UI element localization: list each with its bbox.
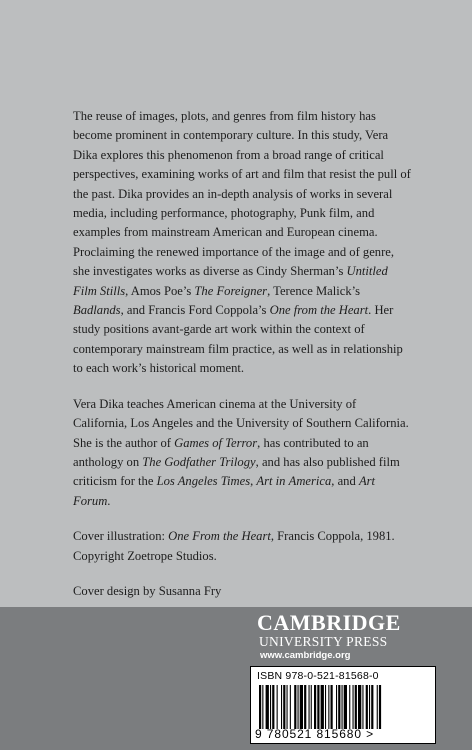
barcode-bar — [304, 685, 306, 729]
barcode-bar — [379, 685, 381, 729]
barcode-bar — [321, 685, 324, 729]
barcode-bar — [362, 685, 363, 729]
barcode-bar — [290, 685, 291, 729]
cover-credit-paragraph: Cover illustration: One From the Heart, Francis Coppola, 1981. Copyright Zoetrope Studios. — [73, 529, 395, 563]
barcode-bar — [272, 685, 274, 729]
barcode-bar — [287, 685, 288, 729]
barcode-bar — [283, 685, 285, 729]
barcode-bar — [309, 685, 310, 729]
barcode-bar — [277, 685, 278, 729]
barcode-icon — [259, 685, 429, 729]
barcode-bar — [270, 685, 271, 729]
barcode-bar — [298, 685, 299, 729]
barcode-bar — [314, 685, 316, 729]
barcode-bar — [328, 685, 329, 729]
design-credit: Cover design by Susanna Fry — [73, 583, 222, 598]
barcode-bar — [349, 685, 350, 729]
publisher-logo-name: CAMBRIDGE — [257, 610, 401, 635]
barcode-bar — [266, 685, 269, 729]
barcode-box — [250, 666, 436, 744]
barcode-bar — [353, 685, 354, 729]
barcode-bar — [355, 685, 357, 729]
barcode-bar — [338, 685, 340, 729]
blurb-text — [73, 107, 411, 617]
barcode-bar — [369, 685, 370, 729]
barcode-bar — [294, 685, 296, 729]
barcode-bar — [281, 685, 282, 729]
publisher-logo-sub: UNIVERSITY PRESS — [259, 634, 388, 649]
barcode-bar — [371, 685, 373, 729]
isbn-label: ISBN 978-0-521-81568-0 — [257, 670, 379, 682]
barcode-graphic — [259, 685, 429, 729]
barcode-bar — [377, 685, 378, 729]
barcode-bar — [259, 685, 261, 729]
barcode-bar — [311, 685, 312, 729]
barcode-bar — [366, 685, 368, 729]
barcode-bar — [342, 685, 343, 729]
description-paragraph: The reuse of images, plots, and genres from film history has become prominent in contemporary culture. In this study, Vera Dika explores this phenomenon from a broad range of critical perspectives, examining works of art and film that resist the pull of the past. Dika provides an in-depth analysis of works in several media, including performance, photography, Punk film, and examples from mainstream American and European cinema. Proclaiming the renewed importance of the image and of genre, she investigates works as diverse as Cindy Sherman’s Untitled Film Stills, Amos Poe’s The Foreigner, Terence Malick’s Badlands, and Francis Ford Coppola’s One from the Heart. Her study positions avant-garde art work within the context of contemporary mainstream film practice, as well as in relationship to each work’s historical moment. — [73, 109, 411, 376]
barcode-bar — [331, 685, 333, 729]
barcode-bar — [262, 685, 263, 729]
barcode-bar — [344, 685, 347, 729]
publisher-website: www.cambridge.org — [260, 650, 351, 661]
barcode-bar — [325, 685, 326, 729]
barcode-bar — [358, 685, 361, 729]
barcode-bar — [336, 685, 337, 729]
barcode-bar — [300, 685, 303, 729]
barcode-bar — [317, 685, 319, 729]
author-bio-paragraph: Vera Dika teaches American cinema at the University of California, Los Angeles and the University of Southern California. She is the author of Games of Terror, has contributed to an anthology on The Godfather Trilogy, and has also published film criticism for the Los Angeles Times, Art in America, and Art Forum. — [73, 396, 409, 508]
barcode-digits: 9 780521 815680 > — [255, 727, 375, 741]
